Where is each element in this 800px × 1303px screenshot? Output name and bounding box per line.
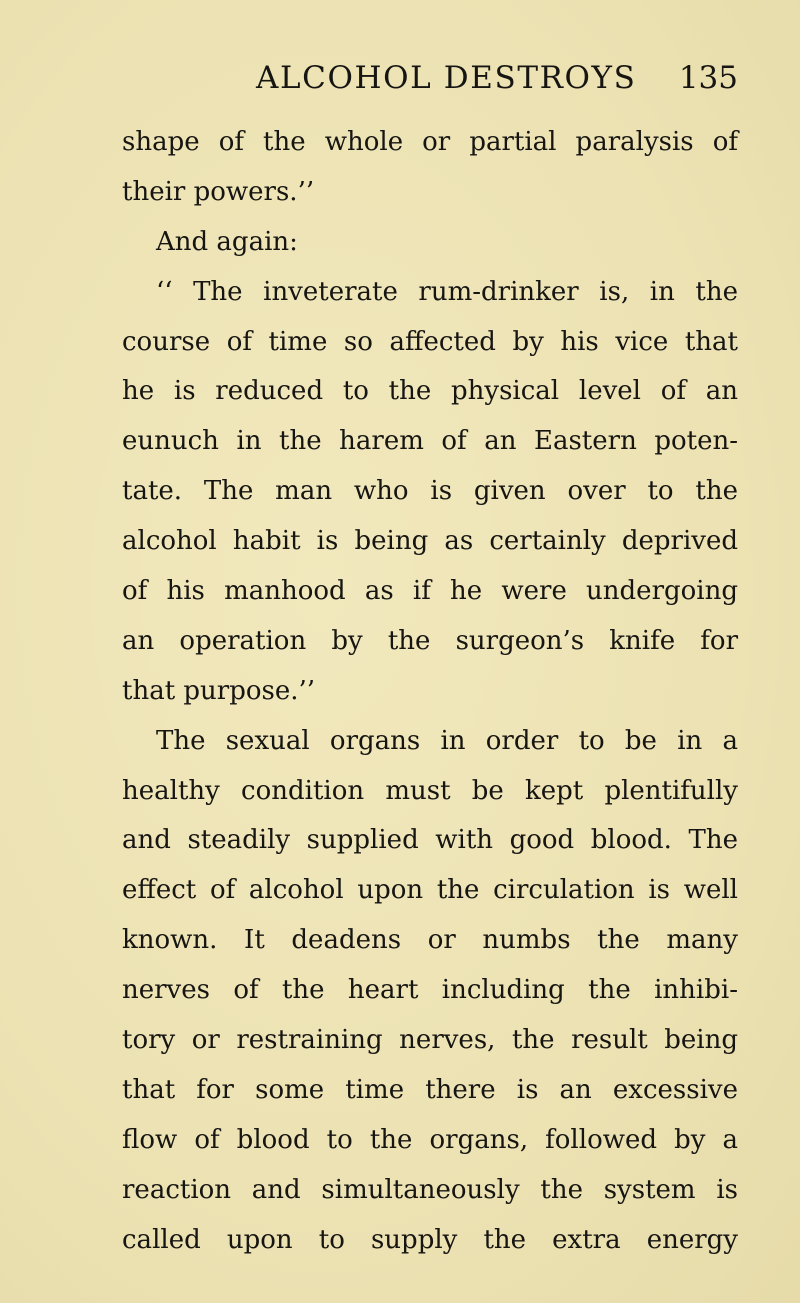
text-line: And again: [156, 226, 298, 257]
text-line: called upon to supply the extra energy [122, 1224, 738, 1255]
body-text [122, 118, 738, 1265]
text-line: eunuch in the harem of an Eastern poten- [122, 426, 738, 457]
running-head-title: ALCOHOL DESTROYS [256, 60, 637, 96]
text-line: healthy condition must be kept plentifully [122, 775, 738, 806]
text-line: The sexual organs in order to be in a [156, 725, 738, 756]
text-line: nerves of the heart including the inhibi- [122, 975, 738, 1006]
text-line: flow of blood to the organs, followed by a [122, 1124, 738, 1155]
page-number: 135 [678, 60, 738, 96]
text-line: that purpose.’’ [122, 675, 316, 706]
text-line: shape of the whole or partial paralysis of [122, 127, 738, 157]
text-line: and steadily supplied with good blood. The [122, 825, 738, 856]
text-line: that for some time there is an excessive [122, 1074, 738, 1105]
text-line: ‘‘ The inveterate rum-drinker is, in the [156, 276, 738, 307]
text-line: tate. The man who is given over to the [122, 476, 738, 507]
text-line: alcohol habit is being as certainly deprived [122, 526, 738, 557]
text-line: course of time so affected by his vice that [122, 326, 738, 357]
text-line: effect of alcohol upon the circulation is well [122, 875, 738, 906]
text-line: known. It deadens or numbs the many [122, 925, 738, 956]
text-line: of his manhood as if he were undergoing [122, 576, 738, 607]
text-line: reaction and simultaneously the system is [122, 1174, 738, 1205]
running-head [120, 58, 738, 98]
text-line: their powers.’’ [122, 176, 315, 207]
text-line: tory or restraining nerves, the result being [122, 1025, 738, 1056]
text-line: he is reduced to the physical level of an [122, 376, 738, 407]
text-line: an operation by the surgeon’s knife for [122, 625, 738, 656]
